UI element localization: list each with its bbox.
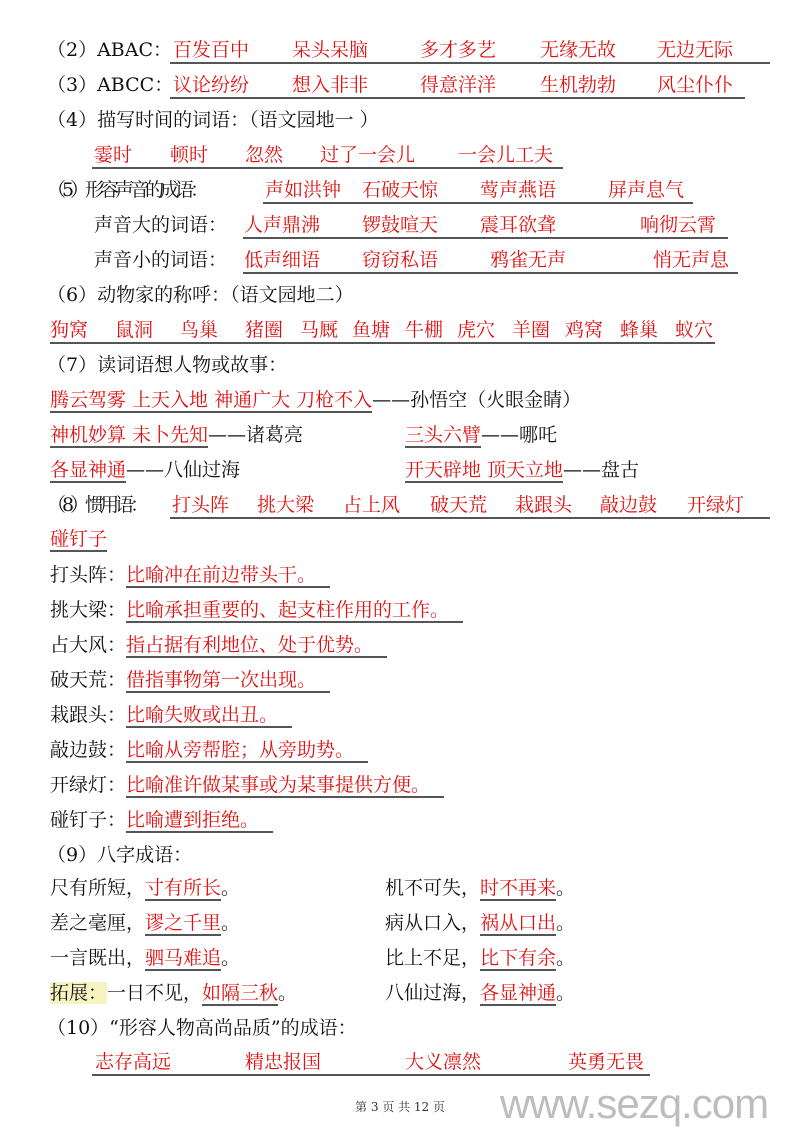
quiet-label: 声音小的词语： <box>94 249 228 271</box>
definition: 借指事物第一次出现。 <box>126 669 330 693</box>
idiom-first: 差之毫厘， <box>50 912 146 934</box>
idiom-answer: 各显神通 <box>480 982 557 1004</box>
answer-word: 碰钉子 <box>50 528 108 550</box>
answer-word: 开绿灯 <box>687 494 745 516</box>
term: 栽跟头： <box>50 704 127 726</box>
period: 。 <box>556 877 576 899</box>
underline <box>263 202 693 204</box>
underline <box>92 1074 650 1076</box>
underline <box>243 272 738 274</box>
section-10-label: （10）“形容人物高尚品质”的成语： <box>47 1017 357 1039</box>
answer-word: 志存高远 <box>95 1051 172 1073</box>
answer-word: 悄无声息 <box>653 249 730 271</box>
definition: 比喻遭到拒绝。 <box>126 809 273 833</box>
answer-words: 腾云驾雾 上天入地 神通广大 刀枪不入 <box>50 389 373 411</box>
idiom-pair <box>50 911 240 935</box>
answer-word: 羊圈 <box>512 319 551 341</box>
story-answer: ——哪吒 <box>481 424 558 446</box>
definition-row <box>50 668 330 692</box>
loud-label: 声音大的词语： <box>94 214 228 236</box>
underline <box>92 167 563 169</box>
answer-word: 议论纷纷 <box>173 74 250 96</box>
underline <box>170 62 770 64</box>
answer-word: 忽然 <box>245 144 284 166</box>
definition: 比喻从旁帮腔；从旁助势。 <box>126 739 368 763</box>
answer-words: 神机妙算 未卜先知 <box>50 424 209 446</box>
answer-word: 鸦雀无声 <box>490 249 567 271</box>
answer-word: 栽跟头 <box>515 494 573 516</box>
idiom-answer: 祸从口出 <box>480 912 557 934</box>
definition: 指占据有利地位、处于优势。 <box>126 634 387 658</box>
section-7-label: （7）读词语想人物或故事： <box>47 354 288 376</box>
definition-row <box>50 563 330 587</box>
answer-word: 破天荒 <box>430 494 488 516</box>
idiom-answer: 比下有余 <box>480 947 557 969</box>
idiom-first: 病从口入， <box>385 912 481 934</box>
idiom-answer: 时不再来 <box>480 877 557 899</box>
answer-word: 牛棚 <box>405 319 444 341</box>
idiom-pair <box>50 946 240 970</box>
idiom-first: 一日不见， <box>107 982 203 1004</box>
answer-word: 蜂巢 <box>620 319 659 341</box>
underline <box>170 97 745 99</box>
answer-word: 霎时 <box>94 144 133 166</box>
story-answer: ——诸葛亮 <box>208 424 304 446</box>
answer-word: 震耳欲聋 <box>480 214 557 236</box>
underline <box>243 237 728 239</box>
answer-word: 风尘仆仆 <box>657 74 734 96</box>
term: 破天荒： <box>50 669 127 691</box>
period: 。 <box>221 877 241 899</box>
period: 。 <box>221 912 241 934</box>
section-3-label: （3）ABCC： <box>47 74 174 96</box>
idiom-pair <box>385 876 575 900</box>
story-item <box>50 388 581 412</box>
answer-words: 各显神通 <box>50 459 127 481</box>
answer-word: 打头阵 <box>172 494 230 516</box>
answer-words: 开天辟地 顶天立地 <box>405 459 564 481</box>
story-item <box>50 423 303 447</box>
answer-word: 无边无际 <box>657 39 734 61</box>
answer-word: 屏声息气 <box>608 179 685 201</box>
section-9-label: （9）八字成语： <box>47 844 193 866</box>
answer-word: 过了一会儿 <box>320 144 416 166</box>
term: 占大风： <box>50 634 127 656</box>
definition: 比喻冲在前边带头干。 <box>126 564 330 588</box>
definition-row <box>50 773 444 797</box>
answer-word: 大义凛然 <box>405 1051 482 1073</box>
section-5-label: （5）形容声音的成语： <box>47 179 206 201</box>
story-item <box>405 423 557 447</box>
period: 。 <box>556 982 576 1004</box>
idiom-first: 尺有所短， <box>50 877 146 899</box>
answer-word: 英勇无畏 <box>568 1051 645 1073</box>
answer-words: 三头六臂 <box>405 424 482 446</box>
answer-word: 虎穴 <box>457 319 496 341</box>
definition-row <box>50 808 273 832</box>
story-item <box>50 458 240 482</box>
definition-row <box>50 703 292 727</box>
idiom-pair <box>385 981 575 1005</box>
answer-word: 窃窃私语 <box>362 249 439 271</box>
answer-word: 鱼塘 <box>352 319 391 341</box>
definition: 比喻承担重要的、起支柱作用的工作。 <box>126 599 463 623</box>
definition: 比喻失败或出丑。 <box>126 704 292 728</box>
answer-word: 无缘无故 <box>540 39 617 61</box>
section-2-label: （2）ABAC： <box>47 39 173 61</box>
idiom-pair <box>385 946 575 970</box>
watermark: www.sezq.com <box>500 1080 769 1127</box>
answer-word: 多才多艺 <box>420 39 497 61</box>
page-footer: 第 3 页 共 12 页 <box>355 1100 445 1114</box>
idiom-first: 一言既出， <box>50 947 146 969</box>
answer-word: 生机勃勃 <box>540 74 617 96</box>
idiom-answer: 如隔三秋 <box>202 982 279 1004</box>
answer-word: 得意洋洋 <box>420 74 497 96</box>
idiom-answer: 谬之千里 <box>145 912 222 934</box>
answer-word: 声如洪钟 <box>265 179 342 201</box>
answer-word: 蚁穴 <box>675 319 714 341</box>
answer-word: 占上风 <box>343 494 401 516</box>
story-item <box>405 458 639 482</box>
answer-word: 百发百中 <box>173 39 250 61</box>
section-6-label: （6）动物家的称呼：（语文园地二） <box>47 284 354 306</box>
answer-word: 石破天惊 <box>362 179 439 201</box>
answer-word: 一会儿工夫 <box>458 144 554 166</box>
term: 挑大梁： <box>50 599 127 621</box>
answer-word: 马厩 <box>300 319 339 341</box>
answer-word: 想入非非 <box>292 74 369 96</box>
section-8-label: （8）惯用语： <box>47 494 146 516</box>
idiom-answer: 驷马难追 <box>145 947 222 969</box>
idiom-first: 八仙过海， <box>385 982 481 1004</box>
answer-word: 人声鼎沸 <box>244 214 321 236</box>
idiom-pair <box>385 911 575 935</box>
definition-row <box>50 738 368 762</box>
idiom-first: 机不可失， <box>385 877 481 899</box>
definition-row <box>50 598 463 622</box>
answer-word: 顿时 <box>170 144 209 166</box>
answer-word: 响彻云霄 <box>640 214 717 236</box>
underline <box>50 342 715 344</box>
definition: 比喻准许做某事或为某事提供方便。 <box>126 774 444 798</box>
extend-label: 拓展： <box>50 982 108 1004</box>
story-answer: ——孙悟空（火眼金睛） <box>372 389 582 411</box>
idiom-pair <box>50 876 240 900</box>
answer-word: 敲边鼓 <box>600 494 658 516</box>
period: 。 <box>278 982 298 1004</box>
term: 开绿灯： <box>50 774 127 796</box>
underline <box>170 517 770 519</box>
answer-word: 狗窝 <box>50 319 89 341</box>
story-answer: ——盘古 <box>563 459 640 481</box>
idiom-first: 比上不足， <box>385 947 481 969</box>
term: 打头阵： <box>50 564 127 586</box>
period: 。 <box>221 947 241 969</box>
definition-row <box>50 633 387 657</box>
answer-word: 呆头呆脑 <box>292 39 369 61</box>
answer-word: 鸡窝 <box>565 319 604 341</box>
answer-word: 低声细语 <box>244 249 321 271</box>
answer-word: 鼠洞 <box>115 319 154 341</box>
answer-word: 莺声燕语 <box>480 179 557 201</box>
period: 。 <box>556 912 576 934</box>
answer-word: 挑大梁 <box>257 494 315 516</box>
term: 碰钉子： <box>50 809 127 831</box>
period: 。 <box>556 947 576 969</box>
answer-word: 鸟巢 <box>180 319 219 341</box>
story-answer: ——八仙过海 <box>126 459 241 481</box>
idiom-answer: 寸有所长 <box>145 877 222 899</box>
section-4-label: （4）描写时间的词语：（语文园地一 ） <box>47 109 379 131</box>
answer-word: 猪圈 <box>245 319 284 341</box>
answer-word: 精忠报国 <box>245 1051 322 1073</box>
term: 敲边鼓： <box>50 739 127 761</box>
idiom-pair <box>50 981 297 1005</box>
answer-word: 锣鼓喧天 <box>362 214 439 236</box>
